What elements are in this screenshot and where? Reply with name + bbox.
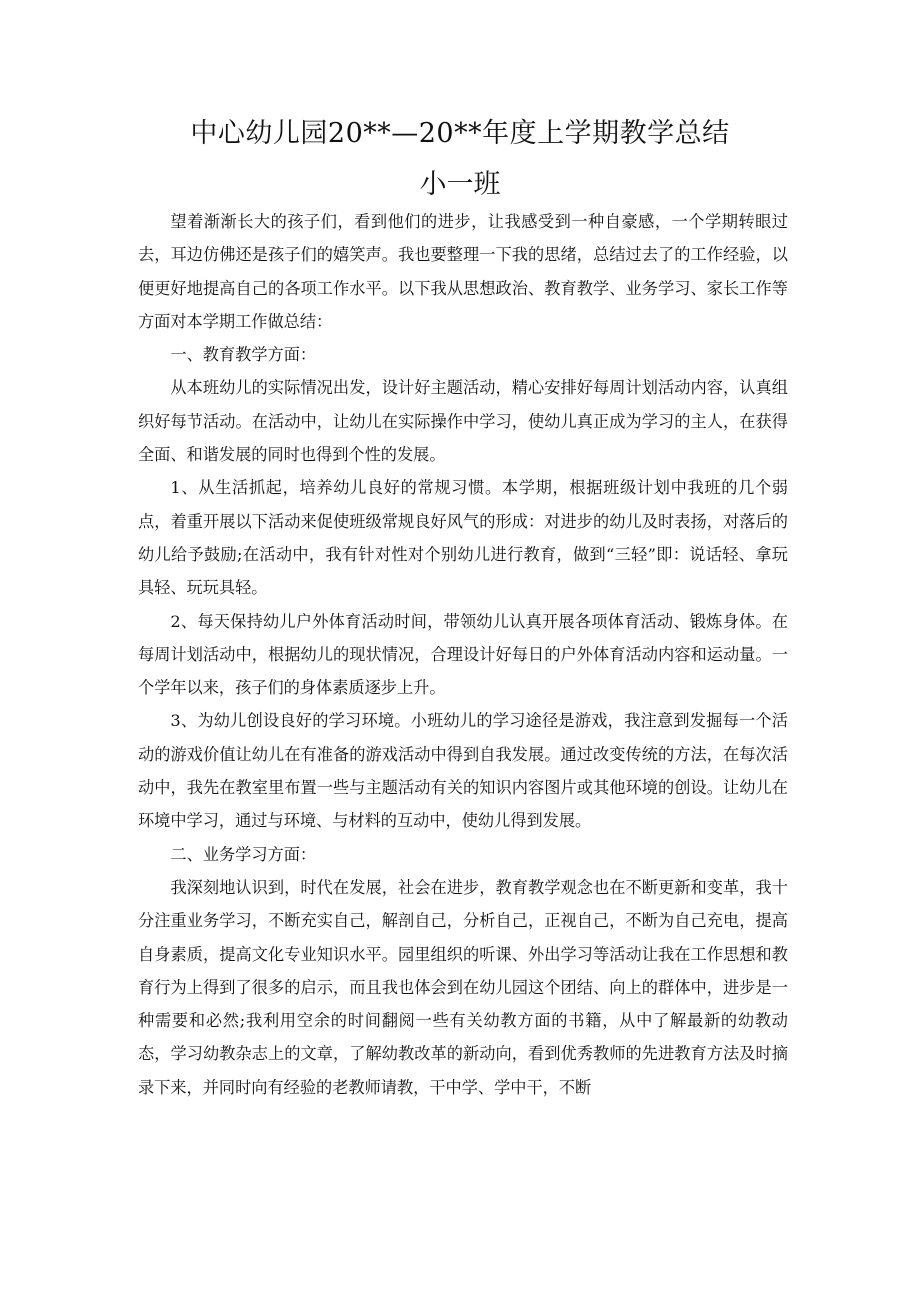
paragraph-item-3: 3、为幼儿创设良好的学习环境。小班幼儿的学习途径是游戏，我注意到发掘每一个活动的游戏价值让幼儿在有准备的游戏活动中得到自我发展。通过改变传统的方法，在每次活动中，我先在教室里布置一些与主题活动有关的知识内容图片或其他环境的创设。让幼儿在环境中学习，通过与环境、与材料的互动中，使幼儿得到发展。 [138, 711, 788, 831]
section-heading-teaching: 一、教育教学方面： [170, 345, 317, 365]
paragraph-study: 我深刻地认识到，时代在发展，社会在进步，教育教学观念也在不断更新和变革，我十分注重业务学习，不断充实自己，解剖自己，分析自己，正视自己，不断为自己充电，提高自身素质，提高文化专业知识水平。园里组织的听课、外出学习等活动让我在工作思想和教育行为上得到了很多的启示，而且我也体会到在幼儿园这个团结、向上的群体中，进步是一种需要和必然;我利用空余的时间翻阅一些有关幼教方面的书籍，从中了解最新的幼教动态，学习幼教杂志上的文章，了解幼教改革的新动向，看到优秀教师的先进教育方法及时摘录下来，并同时向有经验的老教师请教，干中学、学中干，不断 [138, 877, 788, 1097]
paragraph-teaching-overview: 从本班幼儿的实际情况出发，设计好主题活动，精心安排好每周计划活动内容，认真组织好每节活动。在活动中，让幼儿在实际操作中学习，使幼儿真正成为学习的主人，在获得全面、和谐发展的同时也得到个性的发展。 [138, 378, 788, 465]
paragraph-item-2: 2、每天保持幼儿户外体育活动时间，带领幼儿认真开展各项体育活动、锻炼身体。在每周计划活动中，根据幼儿的现状情况，合理设计好每日的户外体育活动内容和运动量。一个学年以来，孩子们的身体素质逐步上升。 [138, 611, 788, 698]
document-title: 中心幼儿园20**—20**年度上学期教学总结 [190, 118, 730, 149]
paragraph-intro: 望着渐渐长大的孩子们，看到他们的进步，让我感受到一种自豪感，一个学期转眼过去，耳边仿佛还是孩子们的嬉笑声。我也要整理一下我的思绪，总结过去了的工作经验，以便更好地提高自己的各项工作水平。以下我从思想政治、教育教学、业务学习、家长工作等方面对本学期工作做总结： [138, 212, 788, 331]
document-body [138, 205, 788, 1104]
section-heading-study: 二、业务学习方面： [170, 844, 317, 864]
paragraph-item-1: 1、从生活抓起，培养幼儿良好的常规习惯。本学期，根据班级计划中我班的几个弱点，着重开展以下活动来促使班级常规良好风气的形成：对进步的幼儿及时表扬，对落后的幼儿给予鼓励;在活动中，我有针对性对个别幼儿进行教育，做到“三轻”即：说话轻、拿玩具轻、玩玩具轻。 [138, 478, 788, 598]
document-subtitle: 小一班 [419, 169, 501, 200]
